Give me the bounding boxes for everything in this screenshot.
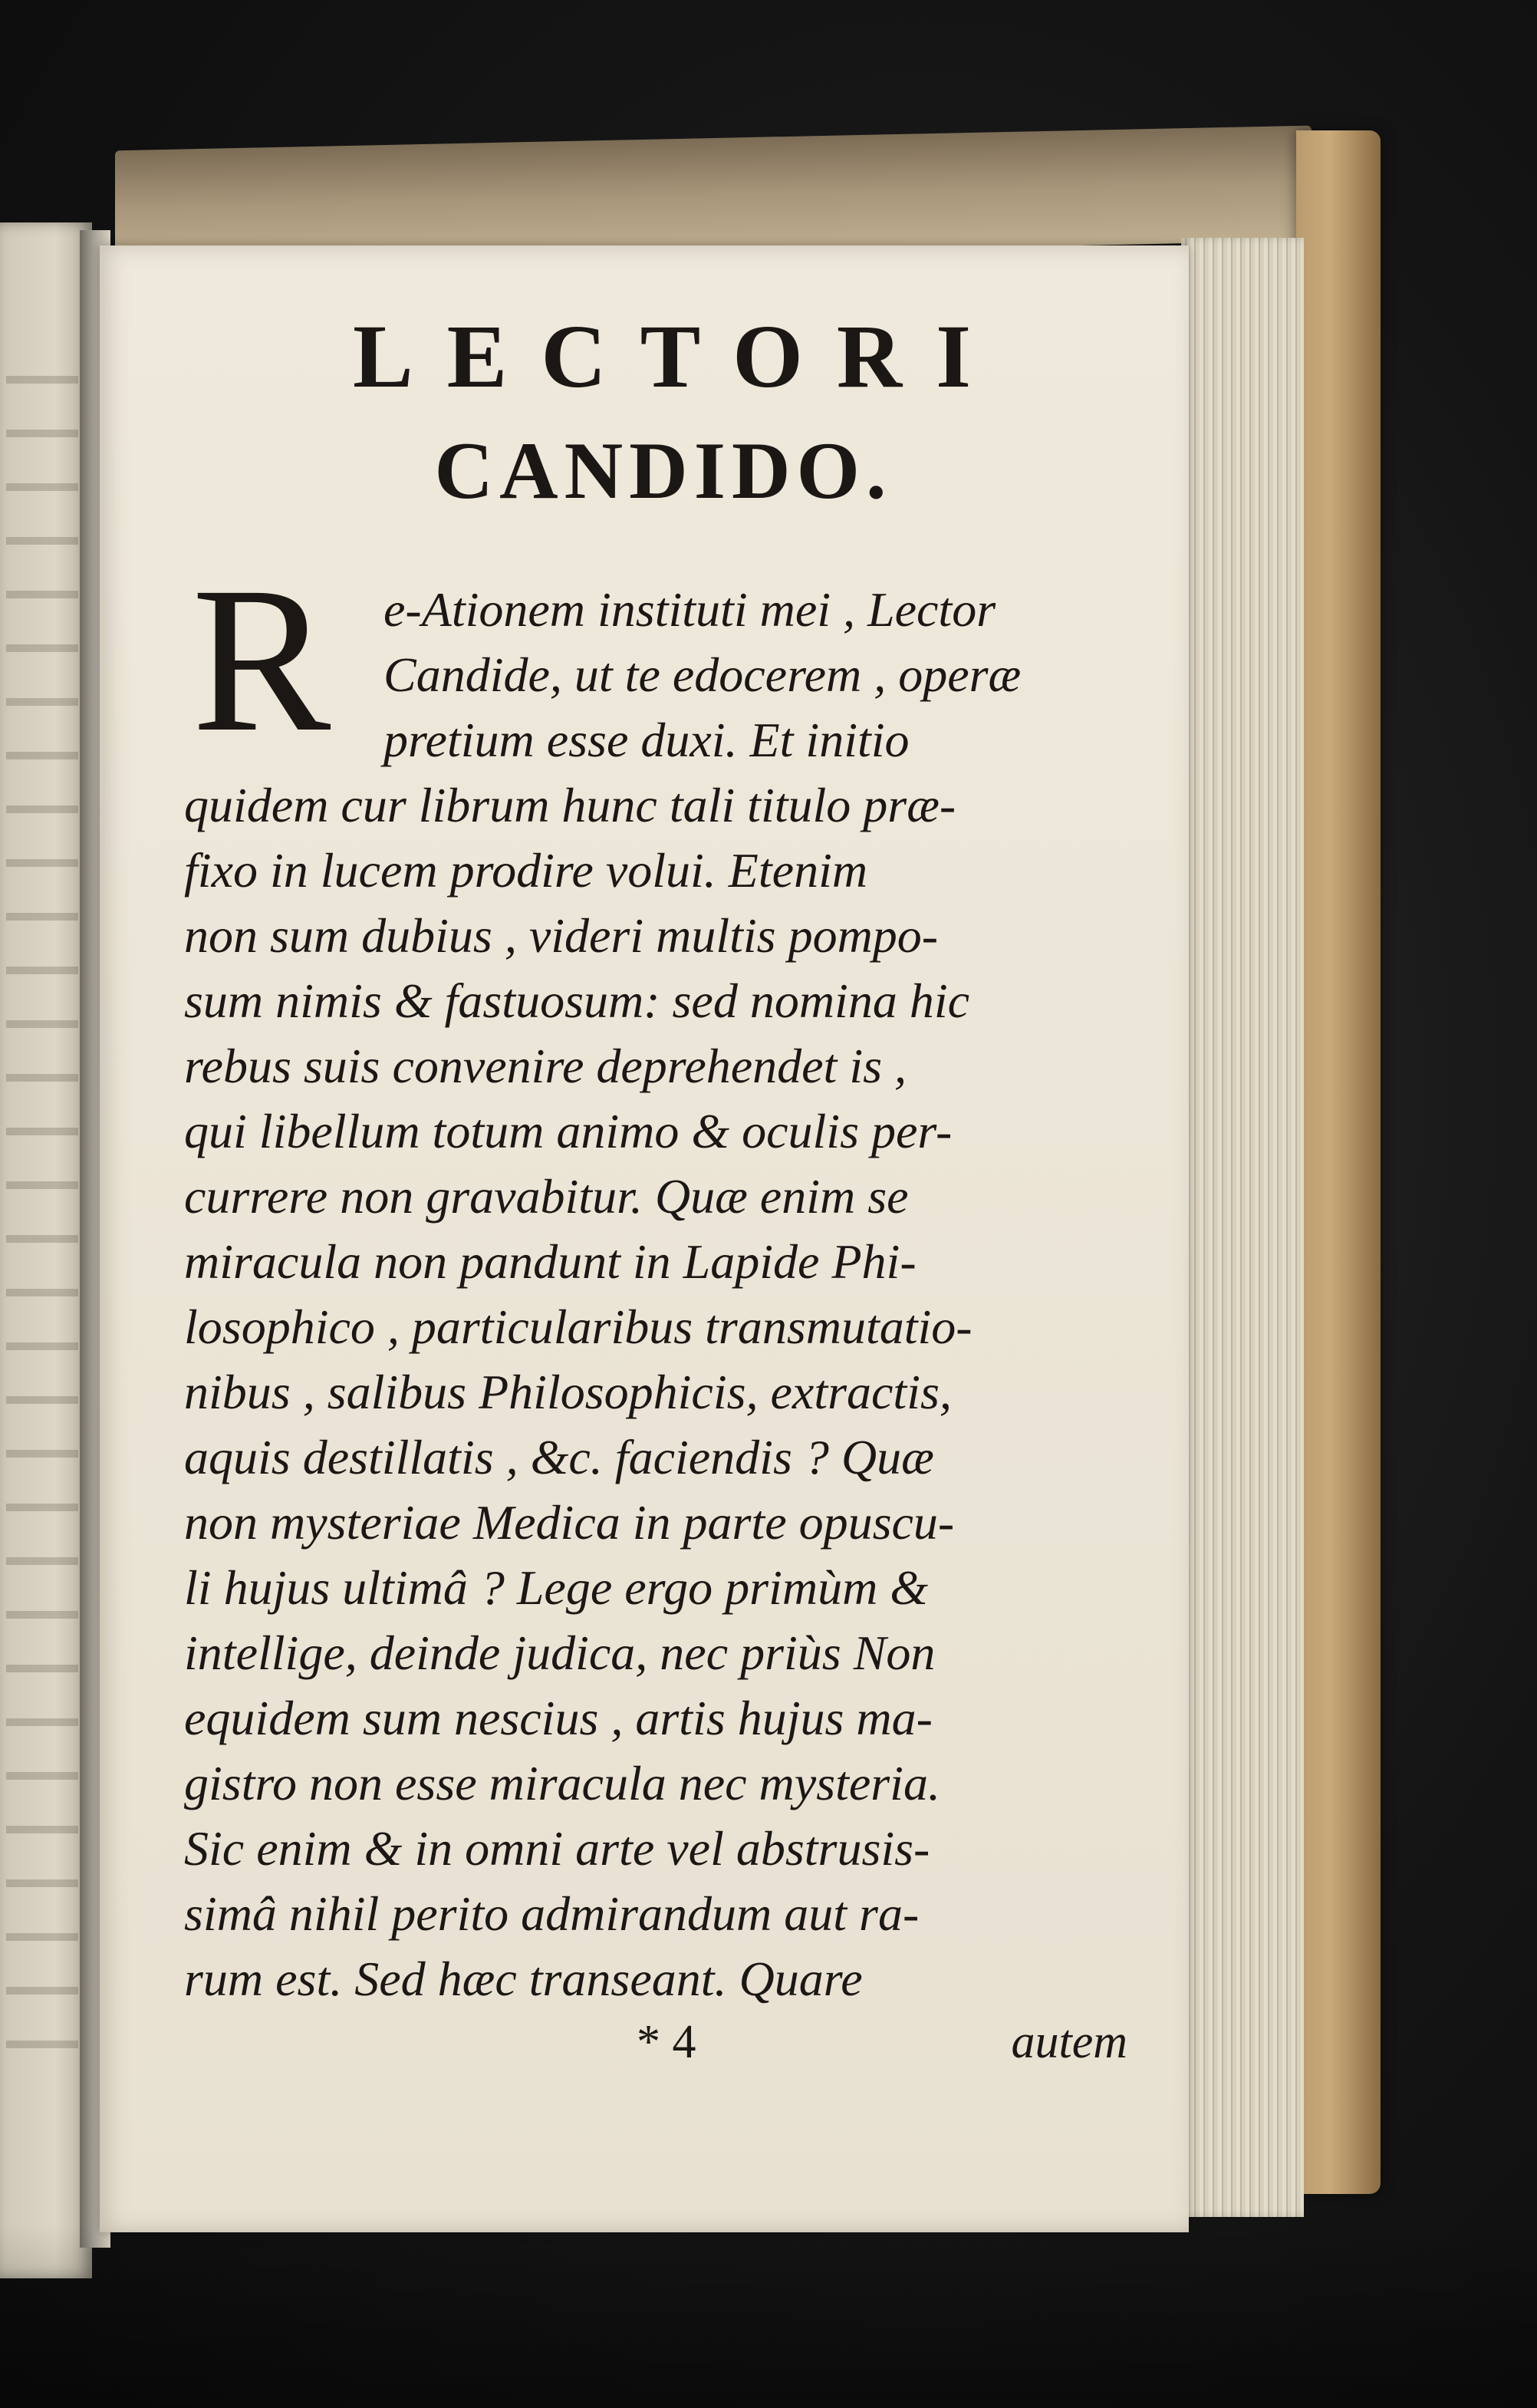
text-line: rum est. Sed hæc transeant. Quare	[184, 1952, 863, 2006]
text-line: li hujus ultimâ ? Lege ergo primùm &	[184, 1560, 929, 1615]
catchword: autem	[1011, 2016, 1127, 2068]
text-line: fixo in lucem prodire volui. Etenim	[184, 843, 868, 898]
text-line: non mysteriae Medica in parte opuscu-	[184, 1495, 955, 1550]
text-line: rebus suis convenire deprehendet is ,	[184, 1039, 907, 1093]
text-line: aquis destillatis , &c. faciendis ? Quæ	[184, 1430, 934, 1484]
page-footer	[184, 2011, 1143, 2073]
bottom-shadow	[0, 2225, 1537, 2408]
book-page	[100, 245, 1189, 2232]
text-line: quidem cur librum hunc tali titulo præ-	[184, 778, 956, 832]
text-line: miracula non pandunt in Lapide Phi-	[184, 1234, 917, 1289]
text-line: simâ nihil perito admirandum aut ra-	[184, 1886, 920, 1941]
text-line: gistro non esse miracula nec mysteria.	[184, 1756, 940, 1810]
left-facing-page	[0, 222, 92, 2278]
page-block-edge	[1181, 238, 1304, 2217]
body-text	[184, 544, 1143, 2011]
cover-right-edge	[1296, 130, 1381, 2194]
text-line: non sum dubius , videri multis pompo-	[184, 908, 939, 963]
page-heading: LECTORI	[352, 306, 1005, 407]
text-line: pretium esse duxi. Et initio	[383, 713, 910, 767]
text-line: currere non gravabitur. Quæ enim se	[184, 1169, 909, 1224]
page-subheading: CANDIDO.	[434, 426, 893, 516]
cover-top-edge	[115, 126, 1312, 266]
text-line: qui libellum totum animo & oculis per-	[184, 1104, 953, 1158]
page-content	[184, 299, 1143, 2073]
drop-cap: R	[192, 544, 331, 775]
text-line: equidem sum nescius , artis hujus ma-	[184, 1691, 933, 1745]
signature-mark: * 4	[637, 2016, 696, 2068]
text-line: nibus , salibus Philosophicis, extractis,	[184, 1365, 952, 1419]
text-line: intellige, deinde judica, nec priùs Non	[184, 1626, 936, 1680]
left-page-bleed-text	[6, 376, 78, 2079]
text-line: losophico , particularibus transmutatio-	[184, 1300, 973, 1354]
text-line: e-Ationem instituti mei , Lector	[383, 582, 996, 637]
text-line: Sic enim & in omni arte vel abstrusis-	[184, 1821, 930, 1876]
text-line: Candide, ut te edocerem , operæ	[383, 647, 1022, 702]
text-line: sum nimis & fastuosum: sed nomina hic	[184, 973, 969, 1028]
